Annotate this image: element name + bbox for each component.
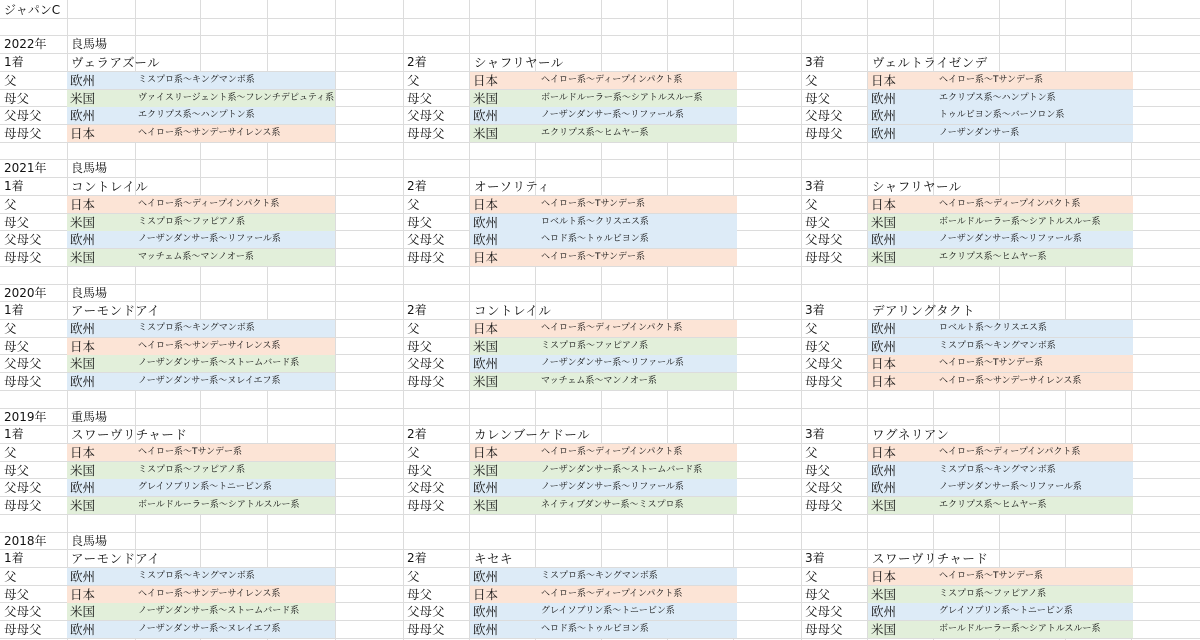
region-cell[interactable]: 欧州	[473, 108, 499, 123]
horse-name-cell[interactable]: コントレイル	[474, 303, 552, 318]
region-cell[interactable]: 米国	[473, 463, 499, 478]
pedigree-relation-cell[interactable]: 母父	[4, 91, 30, 106]
sire-line-cell[interactable]: マッチェム系～マンノオー系	[138, 252, 254, 262]
sire-line-cell[interactable]: グレイソブリン系～トニービン系	[138, 482, 272, 492]
pedigree-relation-cell[interactable]: 母父	[4, 339, 30, 354]
pedigree-relation-cell[interactable]: 母父	[407, 463, 433, 478]
pedigree-relation-cell[interactable]: 母母父	[805, 374, 843, 389]
sire-line-cell[interactable]: ヘイロー系～Tサンデー系	[541, 199, 646, 209]
pedigree-relation-cell[interactable]: 父	[805, 73, 818, 88]
sire-line-cell[interactable]: ヴァイスリージェント系～フレンチデピュティ系	[138, 93, 335, 103]
region-cell[interactable]: 欧州	[871, 339, 897, 354]
pedigree-relation-cell[interactable]: 母母父	[805, 126, 843, 141]
pedigree-relation-cell[interactable]: 母母父	[407, 498, 445, 513]
region-cell[interactable]: 米国	[473, 339, 499, 354]
pedigree-relation-cell[interactable]: 母父	[4, 463, 30, 478]
region-cell[interactable]: 欧州	[871, 91, 897, 106]
sire-line-cell[interactable]: グレイソブリン系～トニービン系	[939, 606, 1073, 616]
sire-line-cell[interactable]: ロベルト系～クリスエス系	[541, 217, 649, 227]
ground-condition-cell[interactable]: 良馬場	[71, 37, 108, 51]
pedigree-relation-cell[interactable]: 母父	[805, 91, 831, 106]
ground-condition-cell[interactable]: 良馬場	[71, 286, 108, 300]
region-cell[interactable]: 欧州	[871, 463, 897, 478]
pedigree-relation-cell[interactable]: 母父	[805, 215, 831, 230]
pedigree-relation-cell[interactable]: 父母父	[4, 480, 42, 495]
sire-line-cell[interactable]: ヘイロー系～Tサンデー系	[541, 252, 646, 262]
sire-line-cell[interactable]: ヘイロー系～Tサンデー系	[939, 75, 1044, 85]
sire-line-cell[interactable]: ノーザンダンサー系～ストームバード系	[138, 606, 300, 616]
pedigree-relation-cell[interactable]: 父母父	[4, 356, 42, 371]
pedigree-relation-cell[interactable]: 父	[4, 321, 17, 336]
placement-cell[interactable]: 2着	[407, 55, 427, 69]
pedigree-relation-cell[interactable]: 母母父	[407, 622, 445, 637]
region-cell[interactable]: 米国	[473, 498, 499, 513]
pedigree-relation-cell[interactable]: 父母父	[805, 356, 843, 371]
region-cell[interactable]: 日本	[473, 445, 499, 460]
pedigree-relation-cell[interactable]: 母母父	[4, 126, 42, 141]
sire-line-cell[interactable]: ノーザンダンサー系～リファール系	[939, 482, 1082, 492]
placement-cell[interactable]: 3着	[805, 55, 825, 69]
region-cell[interactable]: 日本	[871, 374, 897, 389]
placement-cell[interactable]: 1着	[4, 55, 24, 69]
region-cell[interactable]: 欧州	[871, 108, 897, 123]
pedigree-relation-cell[interactable]: 母母父	[4, 374, 42, 389]
region-cell[interactable]: 米国	[473, 91, 499, 106]
sire-line-cell[interactable]: ヘイロー系～ディープインパクト系	[138, 199, 280, 209]
horse-name-cell[interactable]: カレンブーケドール	[474, 427, 591, 442]
sire-line-cell[interactable]: ノーザンダンサー系～ストームバード系	[541, 465, 703, 475]
sire-line-cell[interactable]: ボールドルーラー系～シアトルスルー系	[138, 500, 300, 510]
sire-line-cell[interactable]: ノーザンダンサー系～リファール系	[541, 482, 684, 492]
pedigree-relation-cell[interactable]: 母父	[805, 339, 831, 354]
region-cell[interactable]: 欧州	[871, 126, 897, 141]
pedigree-relation-cell[interactable]: 父母父	[407, 108, 445, 123]
placement-cell[interactable]: 3着	[805, 551, 825, 565]
horse-name-cell[interactable]: アーモンドアイ	[71, 303, 161, 318]
pedigree-relation-cell[interactable]: 父	[407, 321, 420, 336]
pedigree-relation-cell[interactable]: 母母父	[407, 250, 445, 265]
sire-line-cell[interactable]: ヘイロー系～サンデーサイレンス系	[939, 376, 1082, 386]
pedigree-relation-cell[interactable]: 父	[805, 197, 818, 212]
region-cell[interactable]: 米国	[473, 374, 499, 389]
sire-line-cell[interactable]: ミスプロ系～ファピアノ系	[138, 217, 246, 227]
region-cell[interactable]: 欧州	[70, 622, 96, 637]
placement-cell[interactable]: 3着	[805, 427, 825, 441]
sire-line-cell[interactable]: エクリプス系～ハンプトン系	[138, 110, 255, 120]
pedigree-relation-cell[interactable]: 父	[4, 569, 17, 584]
region-cell[interactable]: 米国	[70, 463, 96, 478]
pedigree-relation-cell[interactable]: 父母父	[407, 604, 445, 619]
pedigree-relation-cell[interactable]: 父	[407, 197, 420, 212]
sire-line-cell[interactable]: ミスプロ系～キングマンボ系	[138, 571, 255, 581]
region-cell[interactable]: 日本	[871, 73, 897, 88]
region-cell[interactable]: 米国	[473, 126, 499, 141]
pedigree-relation-cell[interactable]: 父	[4, 73, 17, 88]
sire-line-cell[interactable]: ノーザンダンサー系～リファール系	[939, 234, 1082, 244]
pedigree-relation-cell[interactable]: 母母父	[805, 622, 843, 637]
sire-line-cell[interactable]: ヘイロー系～サンデーサイレンス系	[138, 128, 281, 138]
sire-line-cell[interactable]: エクリプス系～ヒムヤー系	[939, 500, 1047, 510]
sire-line-cell[interactable]: ミスプロ系～キングマンボ系	[541, 571, 658, 581]
region-cell[interactable]: 欧州	[70, 480, 96, 495]
region-cell[interactable]: 米国	[871, 250, 897, 265]
placement-cell[interactable]: 2着	[407, 427, 427, 441]
sire-line-cell[interactable]: エクリプス系～ハンプトン系	[939, 93, 1056, 103]
pedigree-relation-cell[interactable]: 父	[805, 569, 818, 584]
placement-cell[interactable]: 1着	[4, 551, 24, 565]
pedigree-relation-cell[interactable]: 父母父	[407, 356, 445, 371]
region-cell[interactable]: 欧州	[70, 374, 96, 389]
region-cell[interactable]: 欧州	[473, 232, 499, 247]
region-cell[interactable]: 米国	[871, 587, 897, 602]
sire-line-cell[interactable]: トゥルビヨン系～バーソロン系	[939, 110, 1065, 120]
placement-cell[interactable]: 1着	[4, 179, 24, 193]
region-cell[interactable]: 日本	[871, 445, 897, 460]
placement-cell[interactable]: 3着	[805, 303, 825, 317]
pedigree-relation-cell[interactable]: 母父	[4, 215, 30, 230]
sire-line-cell[interactable]: ボールドルーラー系～シアトルスルー系	[541, 93, 703, 103]
sire-line-cell[interactable]: ヘイロー系～ディープインパクト系	[541, 589, 683, 599]
sire-line-cell[interactable]: ボールドルーラー系～シアトルスルー系	[939, 624, 1101, 634]
region-cell[interactable]: 欧州	[473, 215, 499, 230]
pedigree-relation-cell[interactable]: 母母父	[805, 250, 843, 265]
sire-line-cell[interactable]: ヘイロー系～ディープインパクト系	[939, 447, 1081, 457]
pedigree-relation-cell[interactable]: 父母父	[805, 480, 843, 495]
pedigree-relation-cell[interactable]: 父母父	[4, 604, 42, 619]
pedigree-relation-cell[interactable]: 母母父	[805, 498, 843, 513]
sire-line-cell[interactable]: エクリプス系～ヒムヤー系	[541, 128, 649, 138]
pedigree-relation-cell[interactable]: 母父	[407, 587, 433, 602]
region-cell[interactable]: 欧州	[473, 356, 499, 371]
horse-name-cell[interactable]: シャフリヤール	[872, 179, 962, 194]
region-cell[interactable]: 日本	[473, 250, 499, 265]
pedigree-relation-cell[interactable]: 母母父	[407, 126, 445, 141]
sire-line-cell[interactable]: ミスプロ系～キングマンボ系	[939, 465, 1056, 475]
region-cell[interactable]: 欧州	[70, 569, 96, 584]
horse-name-cell[interactable]: ヴェラアズール	[71, 55, 161, 70]
region-cell[interactable]: 欧州	[871, 232, 897, 247]
horse-name-cell[interactable]: オーソリティ	[474, 179, 551, 194]
region-cell[interactable]: 日本	[473, 321, 499, 336]
region-cell[interactable]: 欧州	[871, 480, 897, 495]
region-cell[interactable]: 日本	[473, 587, 499, 602]
pedigree-relation-cell[interactable]: 母母父	[407, 374, 445, 389]
pedigree-relation-cell[interactable]: 母父	[407, 91, 433, 106]
sire-line-cell[interactable]: ミスプロ系～ファピアノ系	[939, 589, 1047, 599]
sire-line-cell[interactable]: ヘロド系～トゥルビヨン系	[541, 624, 649, 634]
sire-line-cell[interactable]: ノーザンダンサー系～ストームバード系	[138, 358, 300, 368]
sire-line-cell[interactable]: ヘロド系～トゥルビヨン系	[541, 234, 649, 244]
sire-line-cell[interactable]: ノーザンダンサー系～リファール系	[541, 110, 684, 120]
region-cell[interactable]: 日本	[70, 445, 96, 460]
region-cell[interactable]: 欧州	[473, 480, 499, 495]
placement-cell[interactable]: 1着	[4, 427, 24, 441]
year-cell[interactable]: 2021年	[4, 161, 47, 175]
sire-line-cell[interactable]: ヘイロー系～サンデーサイレンス系	[138, 341, 281, 351]
sire-line-cell[interactable]: ノーザンダンサー系～ヌレイエフ系	[138, 624, 281, 634]
region-cell[interactable]: 米国	[70, 215, 96, 230]
region-cell[interactable]: 日本	[871, 356, 897, 371]
region-cell[interactable]: 日本	[70, 126, 96, 141]
year-cell[interactable]: 2022年	[4, 37, 47, 51]
pedigree-relation-cell[interactable]: 父母父	[805, 604, 843, 619]
year-cell[interactable]: 2019年	[4, 410, 47, 424]
pedigree-relation-cell[interactable]: 母母父	[4, 498, 42, 513]
pedigree-relation-cell[interactable]: 父母父	[4, 108, 42, 123]
horse-name-cell[interactable]: コントレイル	[71, 179, 149, 194]
sire-line-cell[interactable]: ヘイロー系～Tサンデー系	[138, 447, 243, 457]
sire-line-cell[interactable]: ロベルト系～クリスエス系	[939, 323, 1047, 333]
sire-line-cell[interactable]: ヘイロー系～ディープインパクト系	[541, 447, 683, 457]
region-cell[interactable]: 欧州	[871, 321, 897, 336]
sire-line-cell[interactable]: ミスプロ系～キングマンボ系	[939, 341, 1056, 351]
pedigree-relation-cell[interactable]: 父	[4, 445, 17, 460]
pedigree-relation-cell[interactable]: 母父	[4, 587, 30, 602]
horse-name-cell[interactable]: キセキ	[474, 551, 514, 566]
pedigree-relation-cell[interactable]: 母母父	[4, 622, 42, 637]
sire-line-cell[interactable]: ミスプロ系～ファピアノ系	[138, 465, 246, 475]
region-cell[interactable]: 米国	[871, 498, 897, 513]
horse-name-cell[interactable]: アーモンドアイ	[71, 551, 161, 566]
region-cell[interactable]: 欧州	[473, 622, 499, 637]
ground-condition-cell[interactable]: 良馬場	[71, 534, 108, 548]
sire-line-cell[interactable]: ノーザンダンサー系	[939, 128, 1020, 138]
sire-line-cell[interactable]: ヘイロー系～サンデーサイレンス系	[138, 589, 281, 599]
pedigree-relation-cell[interactable]: 母父	[805, 587, 831, 602]
pedigree-relation-cell[interactable]: 父	[805, 445, 818, 460]
ground-condition-cell[interactable]: 重馬場	[71, 410, 108, 424]
placement-cell[interactable]: 2着	[407, 303, 427, 317]
pedigree-relation-cell[interactable]: 母父	[805, 463, 831, 478]
region-cell[interactable]: 欧州	[473, 569, 499, 584]
horse-name-cell[interactable]: スワーヴリチャード	[872, 551, 989, 566]
sire-line-cell[interactable]: グレイソブリン系～トニービン系	[541, 606, 675, 616]
pedigree-relation-cell[interactable]: 父母父	[407, 480, 445, 495]
region-cell[interactable]: 米国	[871, 622, 897, 637]
sire-line-cell[interactable]: ヘイロー系～Tサンデー系	[939, 571, 1044, 581]
sire-line-cell[interactable]: ミスプロ系～キングマンボ系	[138, 75, 255, 85]
region-cell[interactable]: 米国	[70, 498, 96, 513]
sire-line-cell[interactable]: ミスプロ系～ファピアノ系	[541, 341, 649, 351]
pedigree-relation-cell[interactable]: 父	[805, 321, 818, 336]
sire-line-cell[interactable]: ヘイロー系～ディープインパクト系	[541, 323, 683, 333]
region-cell[interactable]: 日本	[473, 197, 499, 212]
horse-name-cell[interactable]: ヴェルトライゼンデ	[872, 55, 988, 70]
placement-cell[interactable]: 2着	[407, 179, 427, 193]
pedigree-relation-cell[interactable]: 父母父	[407, 232, 445, 247]
region-cell[interactable]: 欧州	[70, 232, 96, 247]
pedigree-relation-cell[interactable]: 父母父	[4, 232, 42, 247]
horse-name-cell[interactable]: スワーヴリチャード	[71, 427, 188, 442]
pedigree-relation-cell[interactable]: 母母父	[4, 250, 42, 265]
placement-cell[interactable]: 2着	[407, 551, 427, 565]
pedigree-relation-cell[interactable]: 父母父	[805, 232, 843, 247]
region-cell[interactable]: 日本	[473, 73, 499, 88]
horse-name-cell[interactable]: デアリングタクト	[872, 303, 976, 318]
year-cell[interactable]: 2018年	[4, 534, 47, 548]
region-cell[interactable]: 日本	[70, 339, 96, 354]
sheet-title-cell[interactable]: ジャパンC	[4, 3, 61, 17]
region-cell[interactable]: 欧州	[70, 73, 96, 88]
sire-line-cell[interactable]: ネイティブダンサー系～ミスプロ系	[541, 500, 684, 510]
region-cell[interactable]: 日本	[70, 587, 96, 602]
region-cell[interactable]: 欧州	[473, 604, 499, 619]
year-cell[interactable]: 2020年	[4, 286, 47, 300]
pedigree-relation-cell[interactable]: 父	[4, 197, 17, 212]
sire-line-cell[interactable]: ミスプロ系～キングマンボ系	[138, 323, 255, 333]
ground-condition-cell[interactable]: 良馬場	[71, 161, 108, 175]
horse-name-cell[interactable]: ワグネリアン	[872, 427, 950, 442]
pedigree-relation-cell[interactable]: 父	[407, 73, 420, 88]
sire-line-cell[interactable]: ヘイロー系～ディープインパクト系	[939, 199, 1081, 209]
pedigree-relation-cell[interactable]: 母父	[407, 339, 433, 354]
region-cell[interactable]: 欧州	[70, 321, 96, 336]
sire-line-cell[interactable]: ヘイロー系～Tサンデー系	[939, 358, 1044, 368]
region-cell[interactable]: 日本	[871, 569, 897, 584]
pedigree-relation-cell[interactable]: 父	[407, 445, 420, 460]
horse-name-cell[interactable]: シャフリヤール	[474, 55, 564, 70]
sire-line-cell[interactable]: ノーザンダンサー系～リファール系	[541, 358, 684, 368]
region-cell[interactable]: 日本	[70, 197, 96, 212]
region-cell[interactable]: 欧州	[70, 108, 96, 123]
pedigree-relation-cell[interactable]: 父	[407, 569, 420, 584]
pedigree-relation-cell[interactable]: 母父	[407, 215, 433, 230]
region-cell[interactable]: 米国	[70, 91, 96, 106]
region-cell[interactable]: 米国	[70, 356, 96, 371]
sire-line-cell[interactable]: ノーザンダンサー系～リファール系	[138, 234, 281, 244]
pedigree-relation-cell[interactable]: 父母父	[805, 108, 843, 123]
sire-line-cell[interactable]: マッチェム系～マンノオー系	[541, 376, 657, 386]
region-cell[interactable]: 欧州	[871, 604, 897, 619]
region-cell[interactable]: 米国	[70, 604, 96, 619]
region-cell[interactable]: 米国	[871, 215, 897, 230]
sire-line-cell[interactable]: ノーザンダンサー系～ヌレイエフ系	[138, 376, 281, 386]
region-cell[interactable]: 米国	[70, 250, 96, 265]
placement-cell[interactable]: 1着	[4, 303, 24, 317]
sire-line-cell[interactable]: ボールドルーラー系～シアトルスルー系	[939, 217, 1101, 227]
region-cell[interactable]: 日本	[871, 197, 897, 212]
sire-line-cell[interactable]: ヘイロー系～ディープインパクト系	[541, 75, 683, 85]
sire-line-cell[interactable]: エクリプス系～ヒムヤー系	[939, 252, 1047, 262]
placement-cell[interactable]: 3着	[805, 179, 825, 193]
